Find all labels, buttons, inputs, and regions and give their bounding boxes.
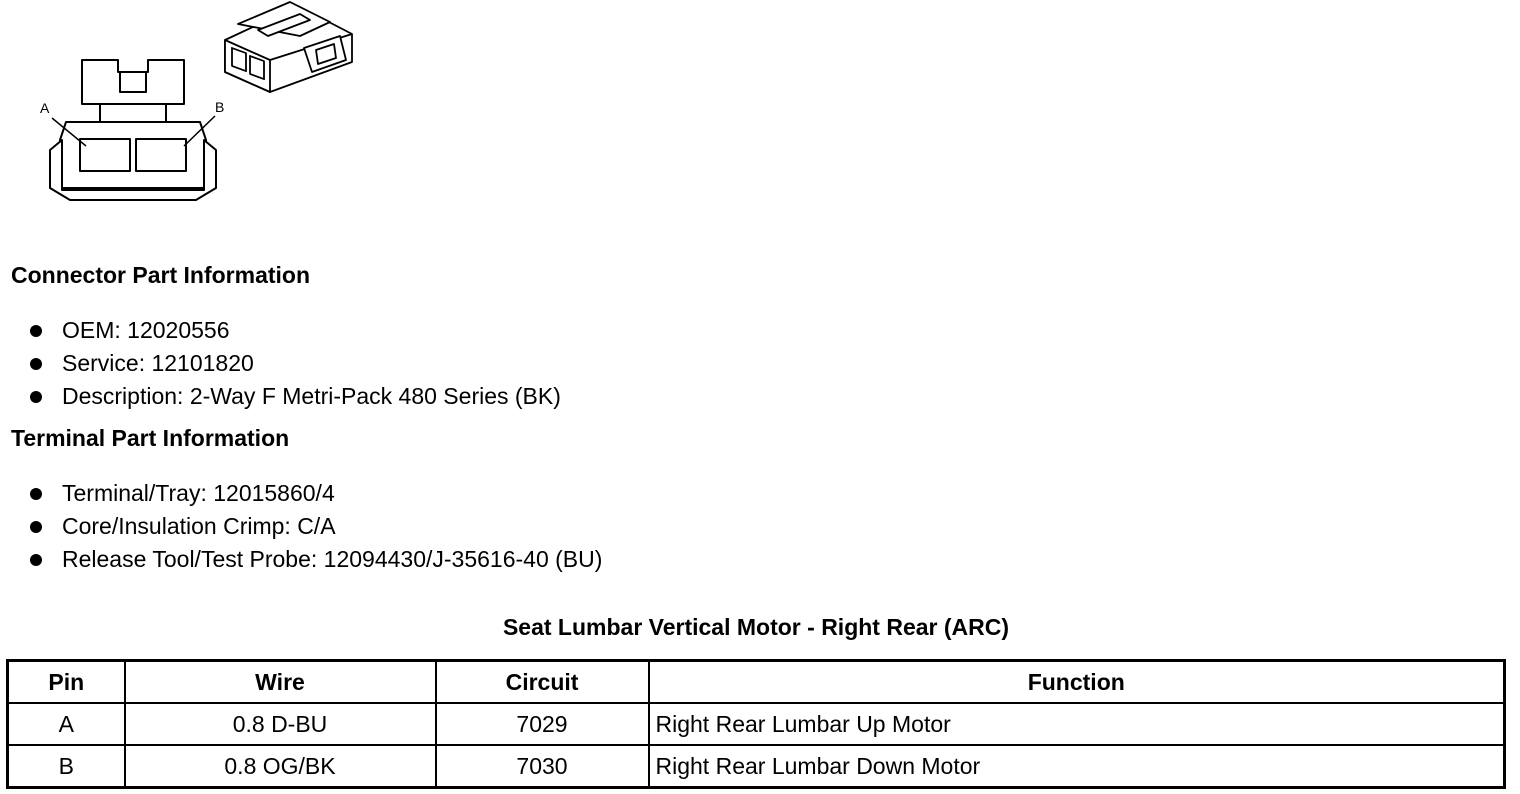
connector-illustration: [0, 0, 370, 215]
bullet-icon: [30, 521, 42, 533]
connector-drawing: [0, 0, 370, 215]
table-title: Seat Lumbar Vertical Motor - Right Rear (ARC): [502, 614, 1010, 640]
table-header-row: [8, 661, 1505, 704]
connector-part-heading: Connector Part Information: [11, 262, 311, 288]
bullet-icon: [30, 391, 42, 403]
terminal-part-list: [28, 477, 602, 576]
connector-part-list: [28, 314, 561, 413]
bullet-icon: [30, 325, 42, 337]
cell-circuit: 7030: [436, 745, 649, 788]
cell-function: Right Rear Lumbar Down Motor: [649, 745, 1505, 788]
oem-text: OEM: 12020556: [62, 317, 230, 343]
terminal-tray-text: Terminal/Tray: 12015860/4: [62, 480, 335, 506]
table-row: [8, 703, 1505, 745]
cell-pin: A: [8, 703, 125, 745]
list-item: [28, 347, 561, 380]
cell-circuit: 7029: [436, 703, 649, 745]
cell-pin: B: [8, 745, 125, 788]
list-item: [28, 314, 561, 347]
cell-function: Right Rear Lumbar Up Motor: [649, 703, 1505, 745]
bullet-icon: [30, 554, 42, 566]
list-item: [28, 477, 602, 510]
list-item: [28, 543, 602, 576]
cell-wire: 0.8 D-BU: [125, 703, 436, 745]
service-text: Service: 12101820: [62, 350, 254, 376]
table-row: [8, 745, 1505, 788]
pin-label-a: A: [40, 100, 50, 116]
header-wire: Wire: [125, 661, 436, 704]
cell-wire: 0.8 OG/BK: [125, 745, 436, 788]
bullet-icon: [30, 358, 42, 370]
header-circuit: Circuit: [436, 661, 649, 704]
pin-label-b: B: [215, 99, 225, 115]
release-tool-text: Release Tool/Test Probe: 12094430/J-35616-40 (BU): [62, 546, 603, 572]
bullet-icon: [30, 488, 42, 500]
crimp-text: Core/Insulation Crimp: C/A: [62, 513, 336, 539]
pinout-table: [6, 659, 1506, 789]
terminal-part-heading: Terminal Part Information: [11, 425, 290, 451]
header-function: Function: [649, 661, 1505, 704]
header-pin: Pin: [8, 661, 125, 704]
description-text: Description: 2-Way F Metri-Pack 480 Series (BK): [62, 383, 561, 409]
list-item: [28, 380, 561, 413]
list-item: [28, 510, 602, 543]
